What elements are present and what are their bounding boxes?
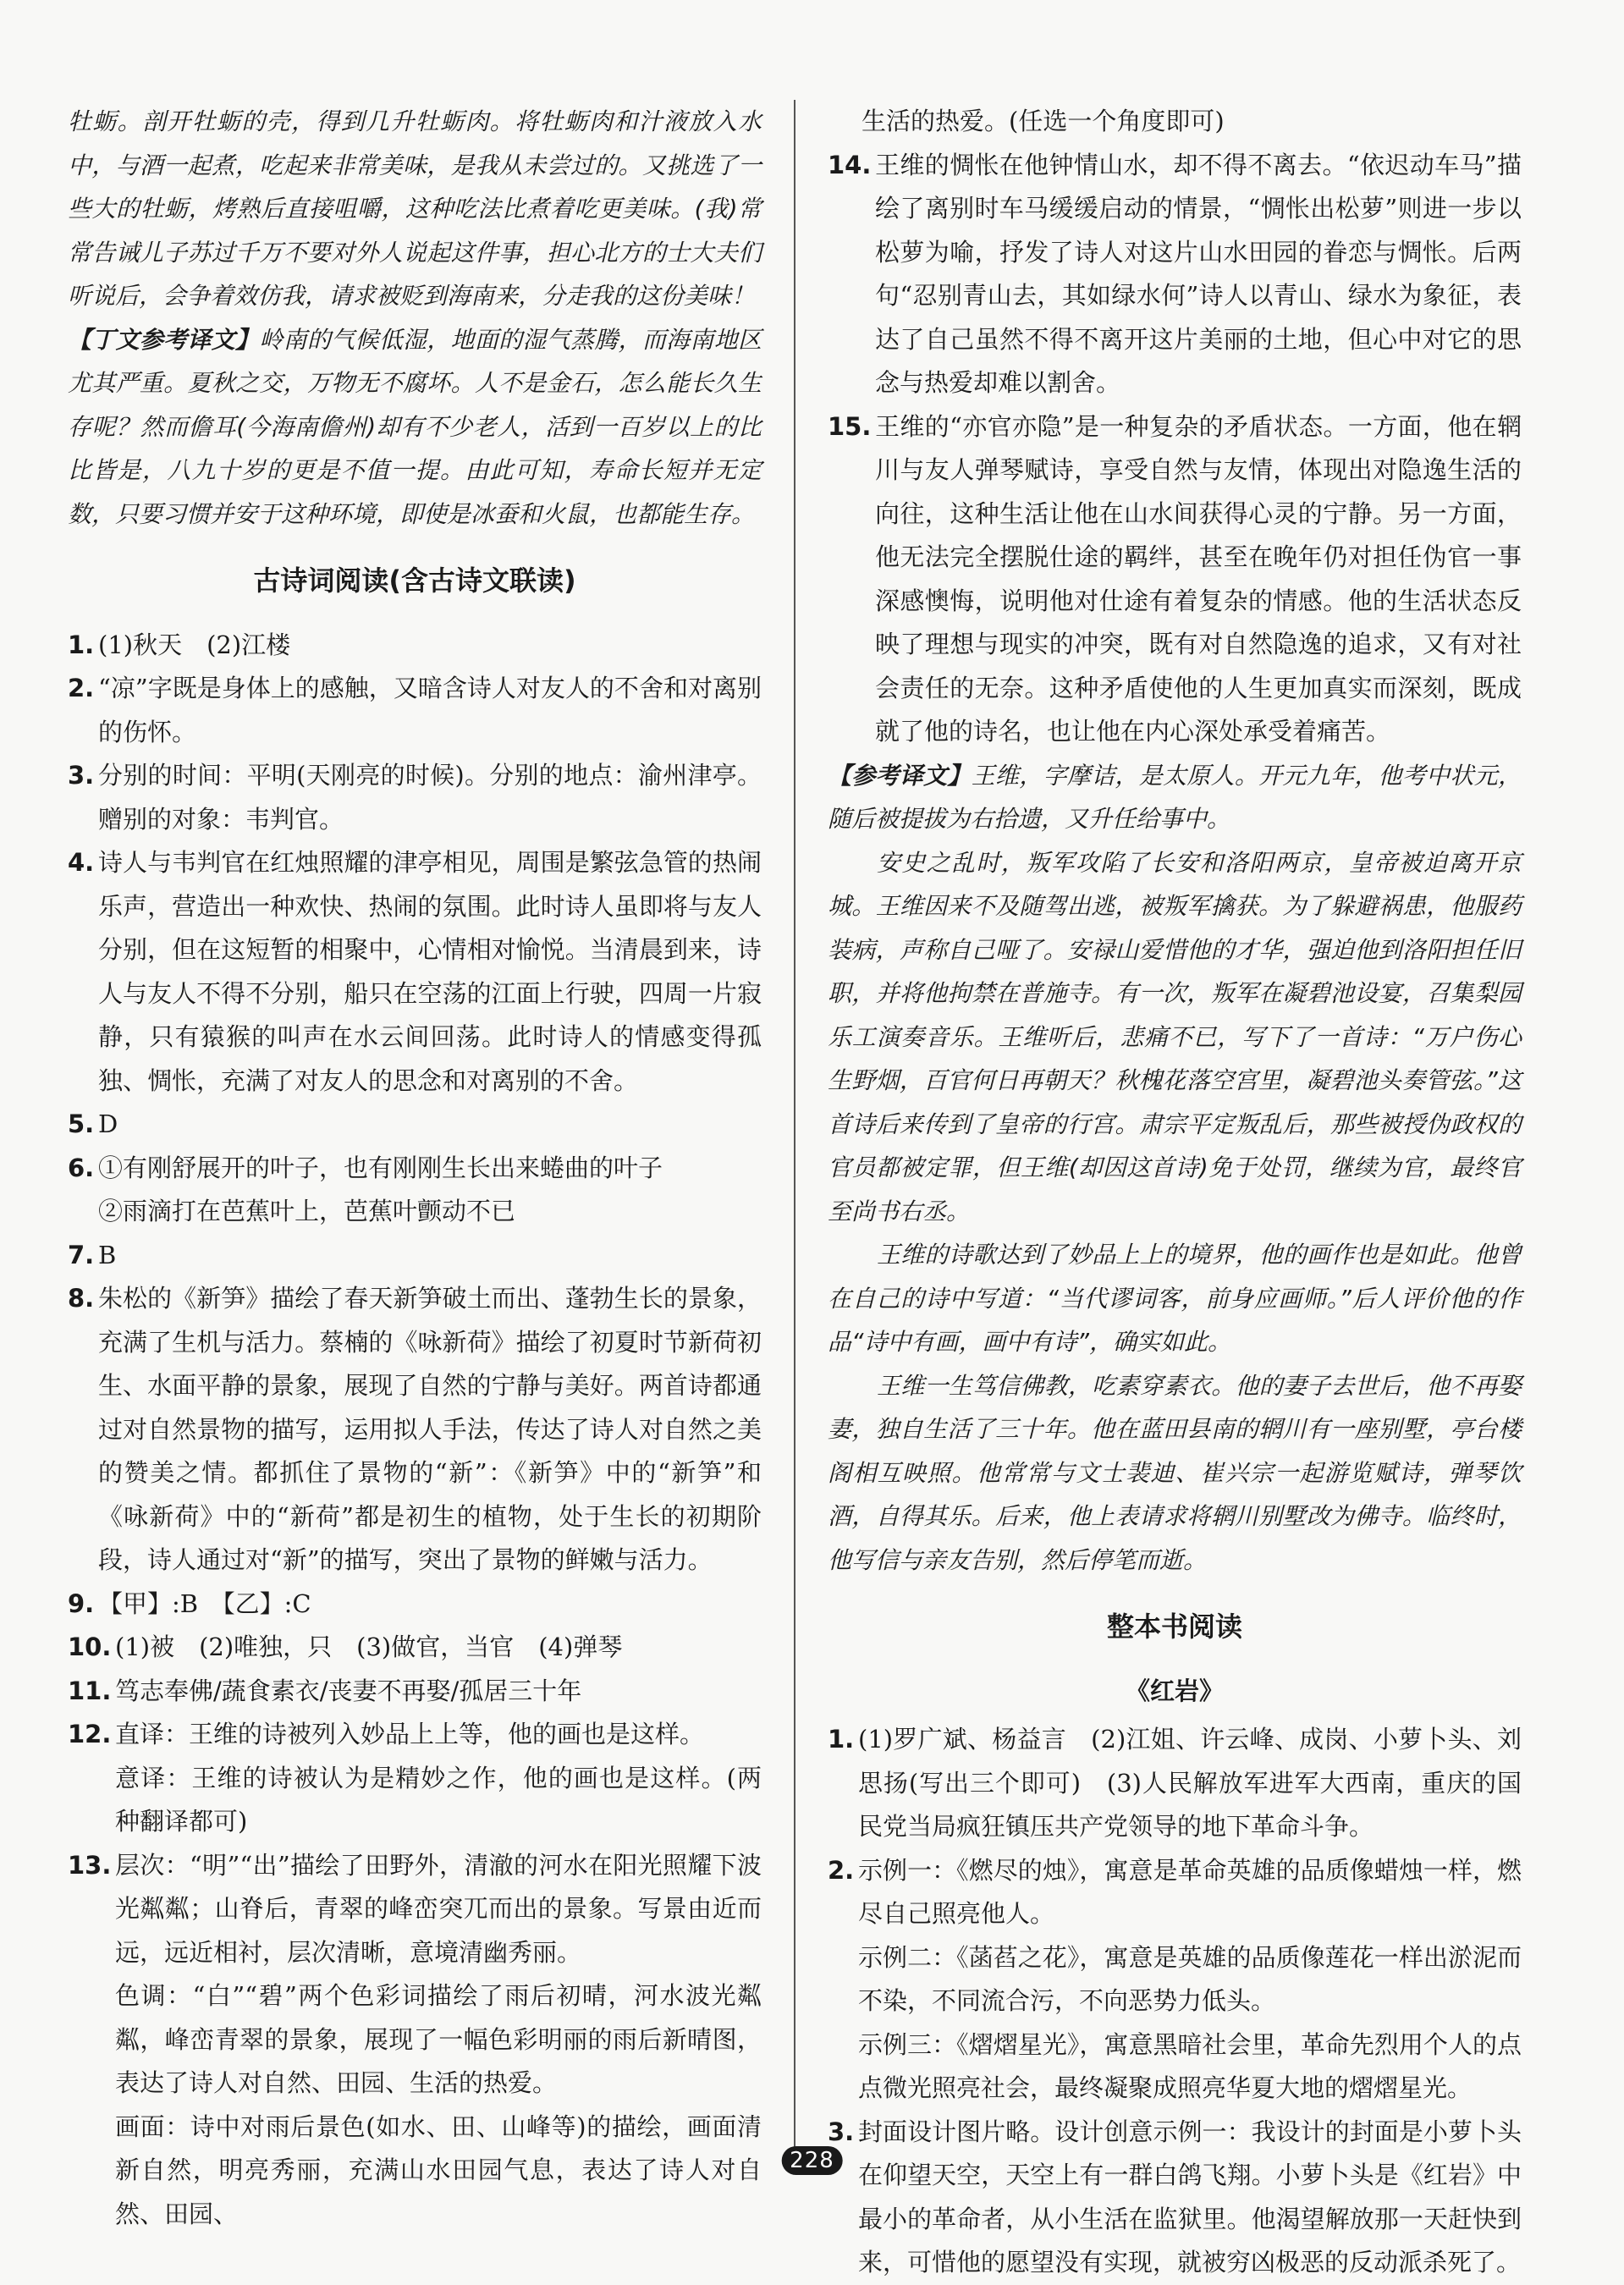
answer-text: ②雨滴打在芭蕉叶上，芭蕉叶颤动不已 [98, 1197, 516, 1225]
answer-item [828, 405, 1522, 754]
answer-text: “凉”字既是身体上的感触，又暗含诗人对友人的不舍和对离别的伤怀。 [98, 674, 762, 746]
answer-body [98, 1103, 762, 1147]
section-title-poetry: 古诗词阅读(含古诗文联读) [253, 564, 576, 597]
book-title: 《红岩》 [1125, 1676, 1224, 1705]
answer-number: 4. [68, 848, 95, 877]
answer-item [828, 1849, 1522, 2111]
answer-body [115, 1844, 762, 2237]
answer-item [68, 1670, 762, 1714]
answer-item [68, 1844, 762, 2237]
answer-item [828, 144, 1522, 405]
answer-text: 王维的“亦官亦隐”是一种复杂的矛盾状态。一方面，他在辋川与友人弹琴赋诗，享受自然与友情，体现出对隐逸生活的向往，这种生活让他在山水间获得心灵的宁静。另一方面，他无法完全摆脱仕途的羁绊，甚至在晚年仍对担任伪官一事深感懊悔，说明他对仕途有着复杂的情感。他的生活状态反映了理想与现实的冲突，既有对自然隐逸的追求，又有对社会责任的无奈。这种矛盾使他的人生更加真实而深刻，既成就了他的诗名，也让他在内心深处承受着痛苦。 [875, 411, 1522, 746]
answer-text: 封面设计图片略。设计创意示例一：我设计的封面是小萝卜头在仰望天空，天空上有一群白鸽飞翔。小萝卜头是《红岩》中最小的革命者，从小生活在监狱里。他渴望解放那一天赶快到来，可惜他的愿望没有实现，就被穷凶极恶的反动派杀死了。 [858, 2117, 1522, 2277]
answer-number: 2. [828, 1855, 855, 1885]
answer-item [68, 1234, 762, 1278]
answer-body [98, 624, 762, 668]
answer-number: 8. [68, 1284, 95, 1313]
answer-number: 3. [68, 761, 95, 790]
translation-continuation: 牡蛎。剖开牡蛎的壳，得到几升牡蛎肉。将牡蛎肉和汁液放入水中，与酒一起煮，吃起来非常美味，是我从未尝过的。又挑选了一些大的牡蛎，烤熟后直接咀嚼，这种吃法比煮着吃更美味。(我)常常告诫儿子苏过千万不要对外人说起这件事，担心北方的士大夫们听说后，会争着效仿我，请求被贬到海南来，分走我的这份美味！ [68, 107, 762, 310]
answer-number: 3. [828, 2117, 855, 2146]
answer-item [68, 1147, 762, 1234]
answer-text: 示例二：《菡萏之花》，寓意是英雄的品质像莲花一样出淤泥而不染，不同流合污，不向恶势力低头。 [858, 1942, 1522, 2015]
left-column [68, 100, 762, 2236]
reference-label: 【参考译文】 [828, 761, 972, 790]
answer-text: 笃志奉佛/蔬食素衣/丧妻不再娶/孤居三十年 [115, 1676, 582, 1705]
answer-body [875, 144, 1522, 405]
answer-body [875, 405, 1522, 754]
answer-body [115, 1713, 762, 1844]
answer-text: ①有刚舒展开的叶子，也有刚刚生长出来蜷曲的叶子 [98, 1153, 663, 1182]
reference-first-para: 王维，字摩诘，是太原人。开元九年，他考中状元，随后被提拔为右拾遗，又升任给事中。 [828, 761, 1522, 833]
answer-body [98, 841, 762, 1103]
answer-number: 14. [828, 150, 872, 179]
answer-number: 1. [68, 630, 95, 659]
answer-text: 直译：王维的诗被列入妙品上上等，他的画也是这样。 [115, 1720, 705, 1748]
ding-text: 岭南的气候低湿，地面的湿气蒸腾，而海南地区尤其严重。夏秋之交，万物无不腐坏。人不是金石，怎么能长久生存呢？然而儋耳(今海南儋州)却有不少老人，活到一百岁以上的比比皆是，八九十岁的更是不值一提。由此可知，寿命长短并无定数，只要习惯并安于这种环境，即使是冰蚕和火鼠，也都能生存。 [68, 325, 762, 528]
answer-text: 色调：“白”“碧”两个色彩词描绘了雨后初晴，河水波光粼粼，峰峦青翠的景象，展现了一幅色彩明丽的雨后新晴图，表达了诗人对自然、田园、生活的热爱。 [115, 1981, 762, 2097]
answer-body [98, 1583, 762, 1627]
answer-body [98, 667, 762, 754]
column-divider [794, 100, 795, 2148]
answer-number: 2. [68, 674, 95, 702]
answer-text: 示例一：《燃尽的烛》，寓意是革命英雄的品质像蜡烛一样，燃尽自己照亮他人。 [858, 1855, 1522, 1928]
answer-number: 15. [828, 411, 872, 441]
answer-item [68, 1626, 762, 1670]
answer-text: (1)秋天 (2)江楼 [98, 630, 291, 659]
answer-text: 分别的时间：平明(天刚亮的时候)。分别的地点：渝州津亭。赠别的对象：韦判官。 [98, 761, 762, 834]
right-column [828, 100, 1522, 2285]
answer-item [68, 667, 762, 754]
answer-text: 意译：王维的诗被认为是精妙之作，他的画也是这样。(两种翻译都可) [115, 1763, 762, 1836]
answer-text: D [98, 1109, 118, 1138]
answer-number: 6. [68, 1153, 95, 1182]
answer-number: 11. [68, 1676, 112, 1705]
answer-body [115, 1626, 762, 1670]
answer-list-book [828, 1718, 1522, 2285]
answer-body [115, 1670, 762, 1714]
ding-label: 【丁文参考译文】 [68, 325, 260, 354]
reference-translation [828, 754, 1522, 841]
answer-item [68, 624, 762, 668]
answer-body [98, 1234, 762, 1278]
answer-body [858, 1718, 1522, 1849]
answer-item [68, 754, 762, 841]
answer-text: B [98, 1240, 117, 1269]
answer-list-continued [828, 144, 1522, 754]
answer-item [68, 1713, 762, 1844]
answer-text: (1)罗广斌、杨益言 (2)江姐、许云峰、成岗、小萝卜头、刘思扬(写出三个即可) (3)人民解放军进军大西南，重庆的国民党当局疯狂镇压共产党领导的地下革命斗争。 [858, 1725, 1522, 1841]
answer-text: 诗人与韦判官在红烛照耀的津亭相见，周围是繁弦急管的热闹乐声，营造出一种欢快、热闹的氛围。此时诗人虽即将与友人分别，但在这短暂的相聚中，心情相对愉悦。当清晨到来，诗人与友人不得不分别，船只在空荡的江面上行驶，四周一片寂静，只有猿猴的叫声在水云间回荡。此时诗人的情感变得孤独、惆怅，充满了对友人的思念和对离别的不舍。 [98, 848, 762, 1095]
section-title-whole-book: 整本书阅读 [1106, 1611, 1242, 1643]
answer-item [828, 2111, 1522, 2285]
answer-text: 【甲】:B 【乙】:C [98, 1588, 311, 1618]
answer-text: 示例三：《熠熠星光》，寓意黑暗社会里，革命先烈用个人的点点微光照亮社会，最终凝聚成照亮华夏大地的熠熠星光。 [858, 2029, 1522, 2102]
answer-text: 层次：“明”“出”描绘了田野外，清澈的河水在阳光照耀下波光粼粼；山脊后，青翠的峰峦突兀而出的景象。写景由近而远，远近相衬，层次清晰，意境清幽秀丽。 [115, 1850, 762, 1967]
answer-body [858, 1849, 1522, 2111]
answer-item [68, 1277, 762, 1583]
answer-item [68, 1583, 762, 1627]
answer-item [828, 1718, 1522, 1849]
answer-number: 13. [68, 1850, 112, 1880]
answer-body [98, 754, 762, 841]
reference-para: 王维一生笃信佛教，吃素穿素衣。他的妻子去世后，他不再娶妻，独自生活了三十年。他在蓝田县南的辋川有一座别墅，亭台楼阁相互映照。他常常与文士裴迪、崔兴宗一起游览赋诗，弹琴饮酒，自得其乐。后来，他上表请求将辋川别墅改为佛寺。临终时，他写信与亲友告别，然后停笔而逝。 [828, 1371, 1522, 1574]
answer-text: 朱松的《新笋》描绘了春天新笋破土而出、蓬勃生长的景象，充满了生机与活力。蔡楠的《咏新荷》描绘了初夏时节新荷初生、水面平静的景象，展现了自然的宁静与美好。两首诗都通过对自然景物的描写，运用拟人手法，传达了诗人对自然之美的赞美之情。都抓住了景物的“新”：《新笋》中的“新笋”和《咏新荷》中的“新荷”都是初生的植物，处于生长的初期阶段，诗人通过对“新”的描写，突出了景物的鲜嫩与活力。 [98, 1284, 762, 1574]
answer-number: 5. [68, 1109, 95, 1138]
answer-number: 9. [68, 1588, 95, 1618]
answer-body [98, 1147, 762, 1234]
answer-13-continuation: 生活的热爱。(任选一个角度即可) [862, 107, 1225, 135]
answer-number: 10. [68, 1633, 112, 1661]
answer-item [68, 841, 762, 1103]
page-number: 228 [781, 2146, 843, 2175]
answer-number: 7. [68, 1240, 95, 1269]
answer-number: 1. [828, 1725, 855, 1754]
answer-list-poetry [68, 624, 762, 2237]
answer-text: (1)被 (2)唯独，只 (3)做官，当官 (4)弹琴 [115, 1633, 623, 1661]
answer-number: 12. [68, 1720, 112, 1748]
answer-item [68, 1103, 762, 1147]
ding-translation [68, 318, 762, 537]
reference-para: 安史之乱时，叛军攻陷了长安和洛阳两京，皇帝被迫离开京城。王维因来不及随驾出逃，被叛军擒获。为了躲避祸患，他服药装病，声称自己哑了。安禄山爱惜他的才华，强迫他到洛阳担任旧职，并将他拘禁在普施寺。有一次，叛军在凝碧池设宴，召集梨园乐工演奏音乐。王维听后，悲痛不已，写下了一首诗：“万户伤心生野烟，百官何日再朝天？秋槐花落空宫里，凝碧池头奏管弦。”这首诗后来传到了皇帝的行宫。肃宗平定叛乱后，那些被授伪政权的官员都被定罪，但王维(却因这首诗)免于处罚，继续为官，最终官至尚书右丞。 [828, 848, 1522, 1225]
reference-para: 王维的诗歌达到了妙品上上的境界，他的画作也是如此。他曾在自己的诗中写道：“当代谬词客，前身应画师。”后人评价他的作品“诗中有画，画中有诗”，确实如此。 [828, 1241, 1522, 1356]
answer-body [858, 2111, 1522, 2285]
answer-text: 画面：诗中对雨后景色(如水、田、山峰等)的描绘，画面清新自然，明亮秀丽，充满山水田园气息，表达了诗人对自然、田园、 [115, 2112, 762, 2228]
answer-text: 王维的惆怅在他钟情山水，却不得不离去。“依迟动车马”描绘了离别时车马缓缓启动的情景，“惆怅出松萝”则进一步以松萝为喻，抒发了诗人对这片山水田园的眷恋与惆怅。后两句“忍别青山去，其如绿水何”诗人以青山、绿水为象征，表达了自己虽然不得不离开这片美丽的土地，但心中对它的思念与热爱却难以割舍。 [875, 150, 1522, 397]
answer-body [98, 1277, 762, 1583]
